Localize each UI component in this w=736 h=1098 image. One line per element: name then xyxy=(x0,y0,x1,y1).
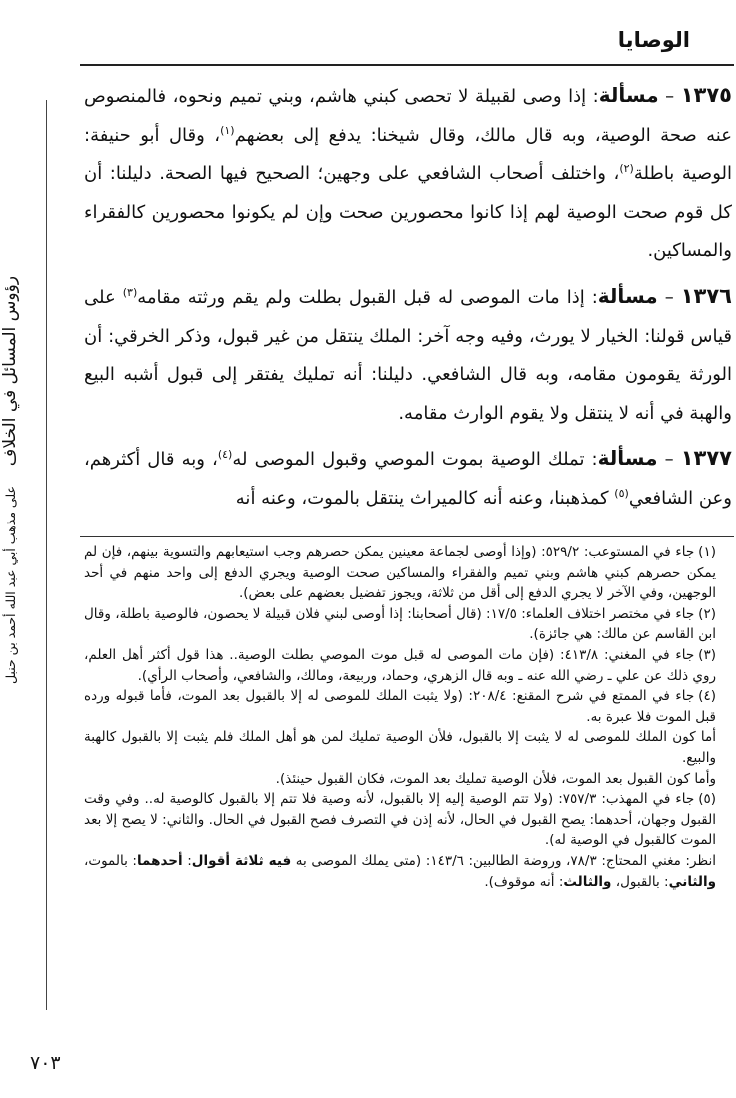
footnote-text: : بالموت، xyxy=(84,852,137,869)
masala-number: ١٣٧٦ xyxy=(680,283,732,308)
footnote xyxy=(84,789,716,851)
footnote-ref: (٣) xyxy=(122,285,138,299)
footnote-text: جاء في المغني: ٤١٣/٨: (فإن مات الموصى له قبل موت الموصي بطلت الوصية.. هذا قول أكثر أهل العلم، روي ذلك عن علي ـ رضي الله عنه ـ وبه قال الزهري، وحماد، وربيعة، ومالك، والشافعي، وأصحاب الرأي). xyxy=(84,646,716,684)
footnote-text: وأما كون القبول بعد الموت، فلأن الوصية تمليك بعد الموت، فكان القبول حينئذ). xyxy=(275,770,716,787)
footnote-number: (١) xyxy=(698,544,716,560)
masala-text: إذا مات الموصى له قبل القبول بطلت ولم يقم ورثته مقامه xyxy=(137,286,585,308)
footnote-rule xyxy=(80,536,734,537)
footnote-text: جاء في مختصر اختلاف العلماء: ١٧/٥: (قال أصحابنا: إذا أوصى لبني فلان قبيلة لا يحصون، فالوصية باطلة، وقال ابن القاسم عن مالك: هي جائزة). xyxy=(84,605,716,643)
footnote-ref: (٥) xyxy=(614,486,629,500)
masala-number: ١٣٧٥ xyxy=(680,83,732,107)
masala-text: إذا وصى لقبيلة لا تحصى كبني هاشم، وبني تميم ونحوه، فالمنصوص عنه صحة الوصية، وبه قال مالك، وقال شيخنا: يدفع إلى بعضهم xyxy=(84,86,732,146)
footnote-text: : أنه موقوف). xyxy=(484,873,564,890)
main-text xyxy=(84,76,732,519)
footnote xyxy=(84,769,716,790)
footnotes xyxy=(84,542,716,892)
footnote-text: : xyxy=(182,852,192,869)
side-book-subtitle: على مذهب أبي عبد الله أحمد بن حنبل xyxy=(3,486,18,685)
footnote-number: (٤) xyxy=(698,688,716,705)
footnote-ref: (٤) xyxy=(217,448,233,462)
footnote xyxy=(84,604,716,645)
side-book-title: رؤوس المسائل في الخلاف xyxy=(0,275,20,467)
masala-label: مسألة xyxy=(598,83,659,107)
footnote xyxy=(84,851,716,892)
footnote-text: أحدهما xyxy=(136,852,183,869)
masala-text: ، واختلف أصحاب الشافعي على وجهين؛ الصحيح فيها الصحة. دليلنا: أن كل قوم صحت الوصية لهم إذا كانوا محصورين صحت وإن لم يكونوا محصورين كالفقراء والمساكين. xyxy=(84,163,732,262)
footnote xyxy=(84,645,716,686)
masala-text: كمذهبنا، وعنه أنه كالميراث ينتقل بالموت، وعنه أنه xyxy=(235,487,615,509)
footnote-number: (٣) xyxy=(698,646,716,663)
footnote-number: (٢) xyxy=(698,605,716,622)
masala-text: ، وقال أبو حنيفة: الوصية باطلة xyxy=(84,124,732,185)
footnote-text: أما كون الملك للموصى له لا يثبت إلا بالقبول، فلأن الوصية تمليك لمن هو أهل الملك فلم يثبت إلا بالقبول كالهبة والبيع. xyxy=(84,729,716,766)
footnote-number: (٥) xyxy=(698,791,717,808)
footnote-text: والثالث xyxy=(563,873,612,890)
side-margin-rule xyxy=(46,100,47,1010)
masala-paragraph: ١٣٧٧ – مسألة: تملك الوصية بموت الموصي وقبول الموصى له$^{(٤)}$، وبه قال أكثرهم، وعن الشافعي$^{(٥)}$ كمذهبنا، وعنه أنه كالميراث ينتقل بالموت، وعنه أنه xyxy=(84,446,732,509)
footnote-text: فيه ثلاثة أقوال xyxy=(191,852,292,869)
footnote-ref: (١) xyxy=(220,123,235,137)
footnote-text: : بالقبول، xyxy=(611,873,669,890)
footnote-text: جاء في المهذب: ٧٥٧/٣: (ولا تتم الوصية إليه إلا بالقبول، لأنه وصية فلا تتم إلا بالقبول كالوصية له.. وفي وقت القبول وجهان، أحدهما: يصح القبول في الحال، لأنه إذن في التصرف فصح القبول في الحال. والثاني: لا يصح إلا بعد الموت كالقبول في الوصية له). xyxy=(84,791,716,849)
footnote-ref: (٢) xyxy=(619,162,634,176)
masala-text: ، وبه قال أكثرهم، وعن الشافعي xyxy=(84,449,732,509)
footnote-text: والثاني xyxy=(668,873,716,890)
masala-text: على قياس قولنا: الخيار لا يورث، وفيه وجه آخر: الملك ينتقل من غير قبول، وذكر الخرقي: أن الورثة يقومون مقامه، وبه قال الشافعي. دليلنا: أنه تمليك يفتقر إلى قبول أشبه البيع والهبة في أنه لا ينتقل ولا يقوم الوارث مقامه. xyxy=(84,286,732,424)
footnote-text: جاء في المستوعب: ٥٢٩/٢: (وإذا أوصى لجماعة معينين يمكن حصرهم وجب استيعابهم والتسوية بينهم، فإن لم يمكن حصرهم كبني هاشم وبني تميم والفقراء والمساكين صحت الوصية ويجري الدفع إلى واحد منهم في أحد الوجهين، وفي الآخر لا يجري الدفع إلى أقل من ثلاثة، ويجوز تفضيل بعضهم على بعض). xyxy=(84,544,716,602)
footnote xyxy=(84,686,716,727)
page-title: الوصايا xyxy=(617,28,690,52)
masala-paragraph: ١٣٧٦ – مسألة: إذا مات الموصى له قبل القبول بطلت ولم يقم ورثته مقامه$^{(٣)}$ على قياس قولنا: الخيار لا يورث، وفيه وجه آخر: الملك ينتقل من غير قبول، وذكر الخرقي: أن الورثة يقومون مقامه، وبه قال الشافعي. دليلنا: أنه تمليك يفتقر إلى قبول أشبه البيع والهبة في أنه لا ينتقل ولا يقوم الوارث مقامه. xyxy=(84,283,732,424)
masala-text: تملك الوصية بموت الموصي وقبول الموصى له xyxy=(232,449,585,471)
masala-label: مسألة xyxy=(597,283,658,308)
footnote-text: جاء في الممتع في شرح المقنع: ٢٠٨/٤: (ولا يثبت الملك للموصى له إلا بالقبول بعد الموت، فأما قبوله ورده قبل الموت فلا عبرة به. xyxy=(84,688,716,725)
masala-paragraph: ١٣٧٥ – مسألة: إذا وصى لقبيلة لا تحصى كبني هاشم، وبني تميم ونحوه، فالمنصوص عنه صحة الوصية، وبه قال مالك، وقال شيخنا: يدفع إلى بعضهم$^{(١)}$، وقال أبو حنيفة: الوصية باطلة$^{(٢)}$، واختلف أصحاب الشافعي على وجهين؛ الصحيح فيها الصحة. دليلنا: أن كل قوم صحت الوصية لهم إذا كانوا محصورين صحت وإن لم يكونوا محصورين كالفقراء والمساكين. xyxy=(84,83,732,262)
masala-label: مسألة xyxy=(597,446,658,471)
footnote xyxy=(84,727,716,768)
footnote xyxy=(84,542,716,604)
masala-number: ١٣٧٧ xyxy=(680,446,732,471)
page-number: ٧٠٣ xyxy=(30,1052,61,1074)
footnote-text: انظر: مغني المحتاج: ٧٨/٣، وروضة الطالبين: ١٤٣/٦: (متى يملك الموصى به xyxy=(291,852,717,869)
title-rule xyxy=(80,64,734,66)
side-margin-running-title xyxy=(0,110,30,850)
